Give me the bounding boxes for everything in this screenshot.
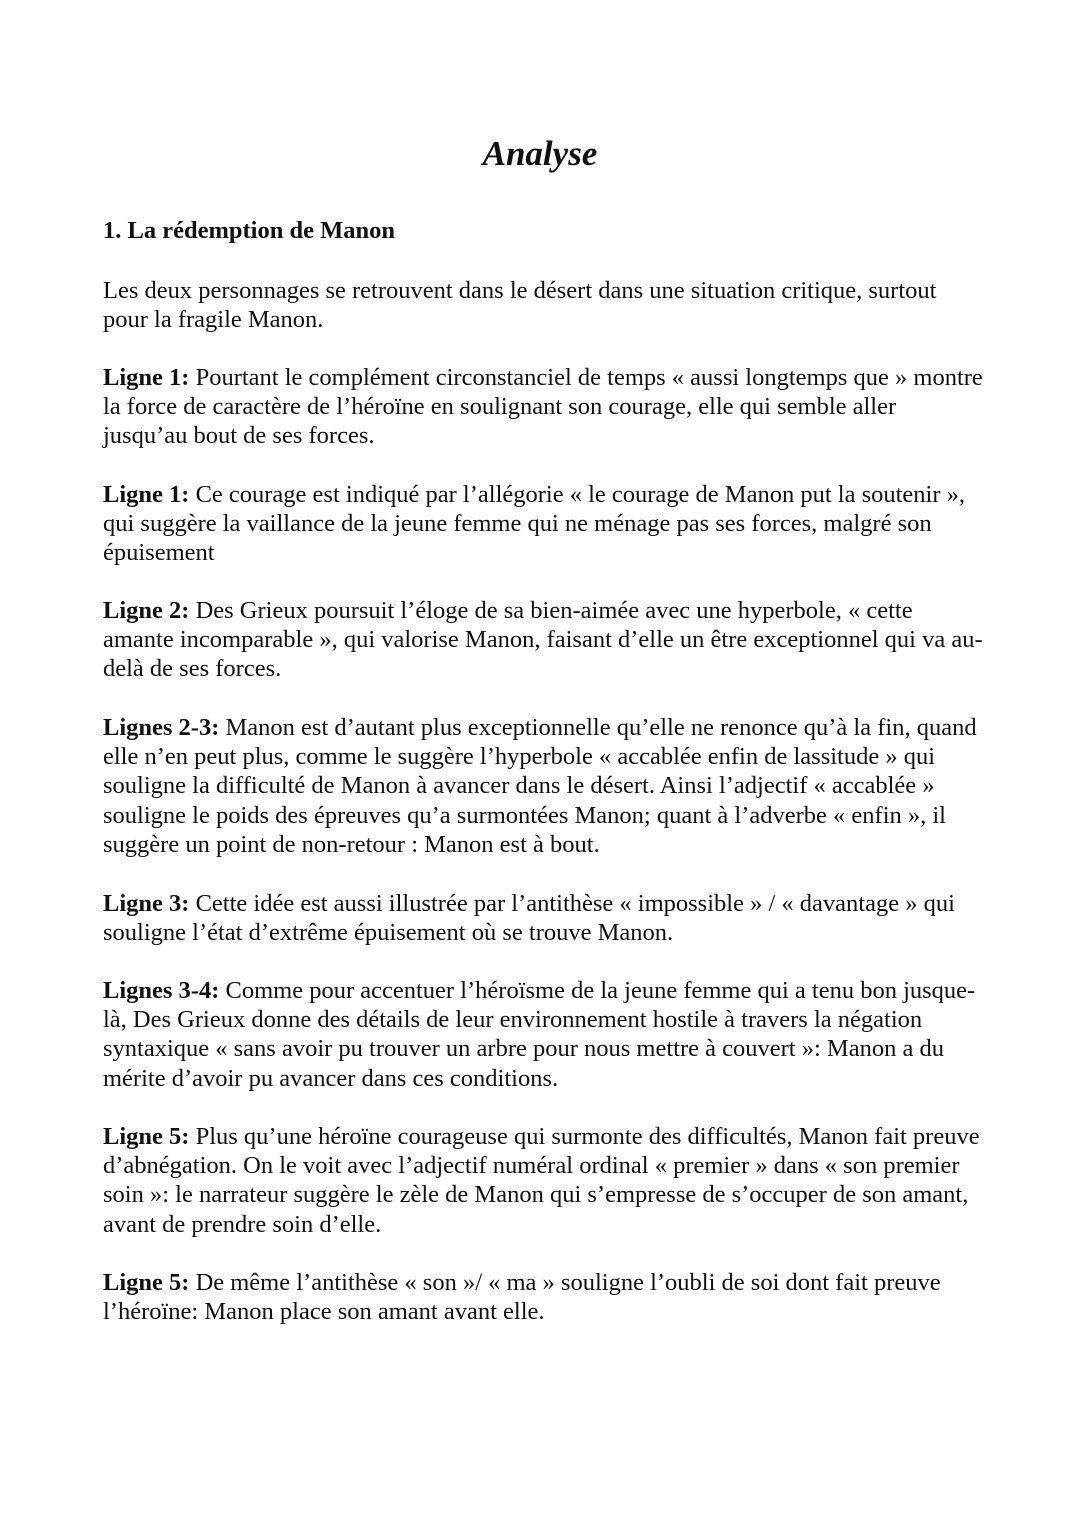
line-reference: Ligne 1: [103,364,190,391]
line-reference: Ligne 1: [103,481,190,508]
paragraph-ligne-5b [103,1268,983,1326]
line-reference: Ligne 2: [103,597,190,624]
paragraph-lignes-2-3 [103,713,983,859]
paragraph-ligne-3 [103,889,983,947]
paragraph-lignes-3-4 [103,976,983,1093]
section-heading: 1. La rédemption de Manon [103,217,395,244]
line-reference: Ligne 5: [103,1123,190,1150]
line-reference: Lignes 2-3: [103,714,220,741]
line-reference: Ligne 3: [103,890,190,917]
paragraph-text: Cette idée est aussi illustrée par l’antithèse « impossible » / « davantage » qui souligne l’état d’extrême épuisement où se trouve Manon. [103,890,955,947]
paragraph-text: Manon est d’autant plus exceptionnelle qu’elle ne renonce qu’à la fin, quand elle n’en peut plus, comme le suggère l’hyperbole « accablée enfin de lassitude » qui souligne la difficulté de Manon à avancer dans le désert. Ainsi l’adjectif « accablée » souligne le poids des épreuves qu’a surmontées Manon; quant à l’adverbe « enfin », il suggère un point de non-retour : Manon est à bout. [103,714,977,858]
line-reference: Ligne 5: [103,1269,190,1296]
paragraph-ligne-2 [103,596,983,684]
paragraph-text: De même l’antithèse « son »/ « ma » souligne l’oubli de soi dont fait preuve l’héroïne: Manon place son amant avant elle. [103,1269,941,1326]
paragraph-ligne-5a [103,1122,983,1239]
intro-paragraph: Les deux personnages se retrouvent dans le désert dans une situation critique, surtout pour la fragile Manon. [103,277,937,334]
paragraph-ligne-1a [103,363,983,451]
line-reference: Lignes 3-4: [103,977,220,1004]
paragraph-ligne-1b [103,480,983,568]
page-title: Analyse [482,134,598,173]
paragraph-text: Comme pour accentuer l’héroïsme de la jeune femme qui a tenu bon jusque-là, Des Grieux donne des détails de leur environnement hostile à travers la négation syntaxique « sans avoir pu trouver un arbre pour nous mettre à couvert »: Manon a du mérite d’avoir pu avancer dans ces conditions. [103,977,976,1092]
paragraph-text: Ce courage est indiqué par l’allégorie « le courage de Manon put la soutenir », qui suggère la vaillance de la jeune femme qui ne ménage pas ses forces, malgré son épuisement [103,481,966,567]
paragraph-text: Pourtant le complément circonstanciel de temps « aussi longtemps que » montre la force de caractère de l’héroïne en soulignant son courage, elle qui semble aller jusqu’au bout de ses forces. [103,364,983,450]
paragraph-text: Plus qu’une héroïne courageuse qui surmonte des difficultés, Manon fait preuve d’abnégation. On le voit avec l’adjectif numéral ordinal « premier » dans « son premier soin »: le narrateur suggère le zèle de Manon qui s’empresse de s’occuper de son amant, avant de prendre soin d’elle. [103,1123,980,1238]
paragraph-text: Des Grieux poursuit l’éloge de sa bien-aimée avec une hyperbole, « cette amante incomparable », qui valorise Manon, faisant d’elle un être exceptionnel qui va au-delà de ses forces. [103,597,983,683]
